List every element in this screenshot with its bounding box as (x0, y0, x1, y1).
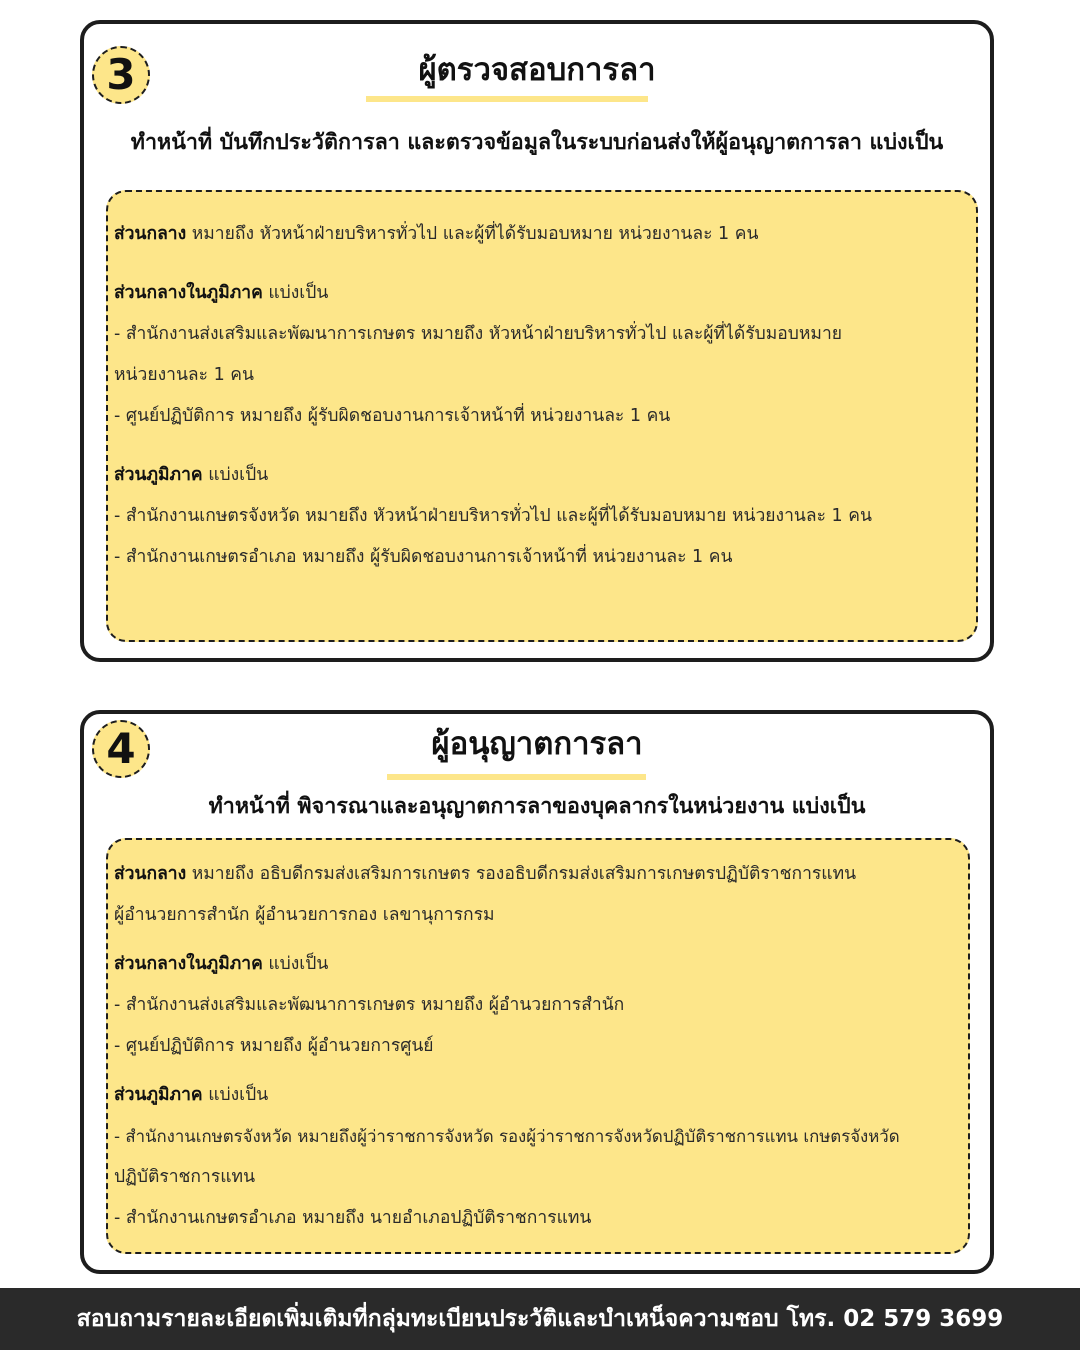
regional-line (114, 1075, 964, 1116)
list-item: - ศูนย์ปฏิบัติการ หมายถึง ผู้อำนวยการศูนย์ (114, 1036, 434, 1056)
section-title: ผู้ตรวจสอบการลา (418, 52, 656, 88)
list-item: - สำนักงานเกษตรอำเภอ หมายถึง ผู้รับผิดชอบงานการเจ้าหน้าที่ หน่วยงานละ 1 คน (114, 547, 733, 567)
regional-head: ส่วนภูมิภาค (114, 1085, 203, 1105)
central-regional-text: แบ่งเป็น (262, 283, 329, 303)
leave-approver-card (80, 710, 994, 1274)
leave-checker-card (80, 20, 994, 662)
central-head: ส่วนกลาง (114, 224, 187, 244)
section-subtitle: ทำหน้าที่ บันทึกประวัติการลา และตรวจข้อมูลในระบบก่อนส่งให้ผู้อนุญาตการลา แบ่งเป็น (130, 130, 944, 155)
list-item: - ศูนย์ปฏิบัติการ หมายถึง ผู้รับผิดชอบงานการเจ้าหน้าที่ หน่วยงานละ 1 คน (114, 406, 671, 426)
list-item: - สำนักงานเกษตรจังหวัด หมายถึง หัวหน้าฝ่ายบริหารทั่วไป และผู้ที่ได้รับมอบหมาย หน่วยงานละ 1 คน (114, 506, 872, 526)
central-regional-text: แบ่งเป็น (262, 954, 329, 974)
central-regional-head: ส่วนกลางในภูมิภาค (114, 283, 263, 303)
regional-line (114, 455, 972, 496)
central-regional-head: ส่วนกลางในภูมิภาค (114, 954, 263, 974)
title-underline (366, 96, 648, 102)
list-item-continued: ปฏิบัติราชการแทน (114, 1167, 256, 1187)
regional-text: แบ่งเป็น (202, 1085, 269, 1105)
list-item: - สำนักงานส่งเสริมและพัฒนาการเกษตร หมายถึง หัวหน้าฝ่ายบริหารทั่วไป และผู้ที่ได้รับมอบหมาย (114, 324, 843, 344)
section-number-badge: 4 (92, 720, 150, 778)
detail-box (106, 838, 970, 1254)
central-line (114, 214, 972, 255)
list-item: - สำนักงานเกษตรจังหวัด หมายถึงผู้ว่าราชการจังหวัด รองผู้ว่าราชการจังหวัดปฏิบัติราชการแทน เกษตรจังหวัด (114, 1126, 900, 1146)
central-regional-line (114, 944, 964, 985)
detail-box (106, 190, 978, 642)
title-underline (387, 774, 646, 780)
list-item: - สำนักงานเกษตรอำเภอ หมายถึง นายอำเภอปฏิบัติราชการแทน (114, 1208, 592, 1228)
regional-text: แบ่งเป็น (202, 465, 269, 485)
central-text: หมายถึง หัวหน้าฝ่ายบริหารทั่วไป และผู้ที่ได้รับมอบหมาย หน่วยงานละ 1 คน (186, 224, 759, 244)
central-line-continued: ผู้อำนวยการสำนัก ผู้อำนวยการกอง เลขานุการกรม (114, 905, 495, 925)
regional-head: ส่วนภูมิภาค (114, 465, 203, 485)
section-subtitle: ทำหน้าที่ พิจารณาและอนุญาตการลาของบุคลากรในหน่วยงาน แบ่งเป็น (208, 794, 866, 819)
footer-text: สอบถามรายละเอียดเพิ่มเติมที่กลุ่มทะเบียนประวัติและบำเหน็จความชอบ โทร. 02 579 3699 (76, 1306, 1004, 1332)
section-title: ผู้อนุญาตการลา (431, 726, 643, 762)
list-item: - สำนักงานส่งเสริมและพัฒนาการเกษตร หมายถึง ผู้อำนวยการสำนัก (114, 995, 625, 1015)
central-line (114, 854, 964, 895)
section-number-badge: 3 (92, 46, 150, 104)
central-head: ส่วนกลาง (114, 864, 187, 884)
list-item-continued: หน่วยงานละ 1 คน (114, 365, 254, 385)
contact-footer (0, 1288, 1080, 1350)
central-regional-line (114, 273, 972, 314)
central-text: หมายถึง อธิบดีกรมส่งเสริมการเกษตร รองอธิบดีกรมส่งเสริมการเกษตรปฏิบัติราชการแทน (186, 864, 857, 884)
